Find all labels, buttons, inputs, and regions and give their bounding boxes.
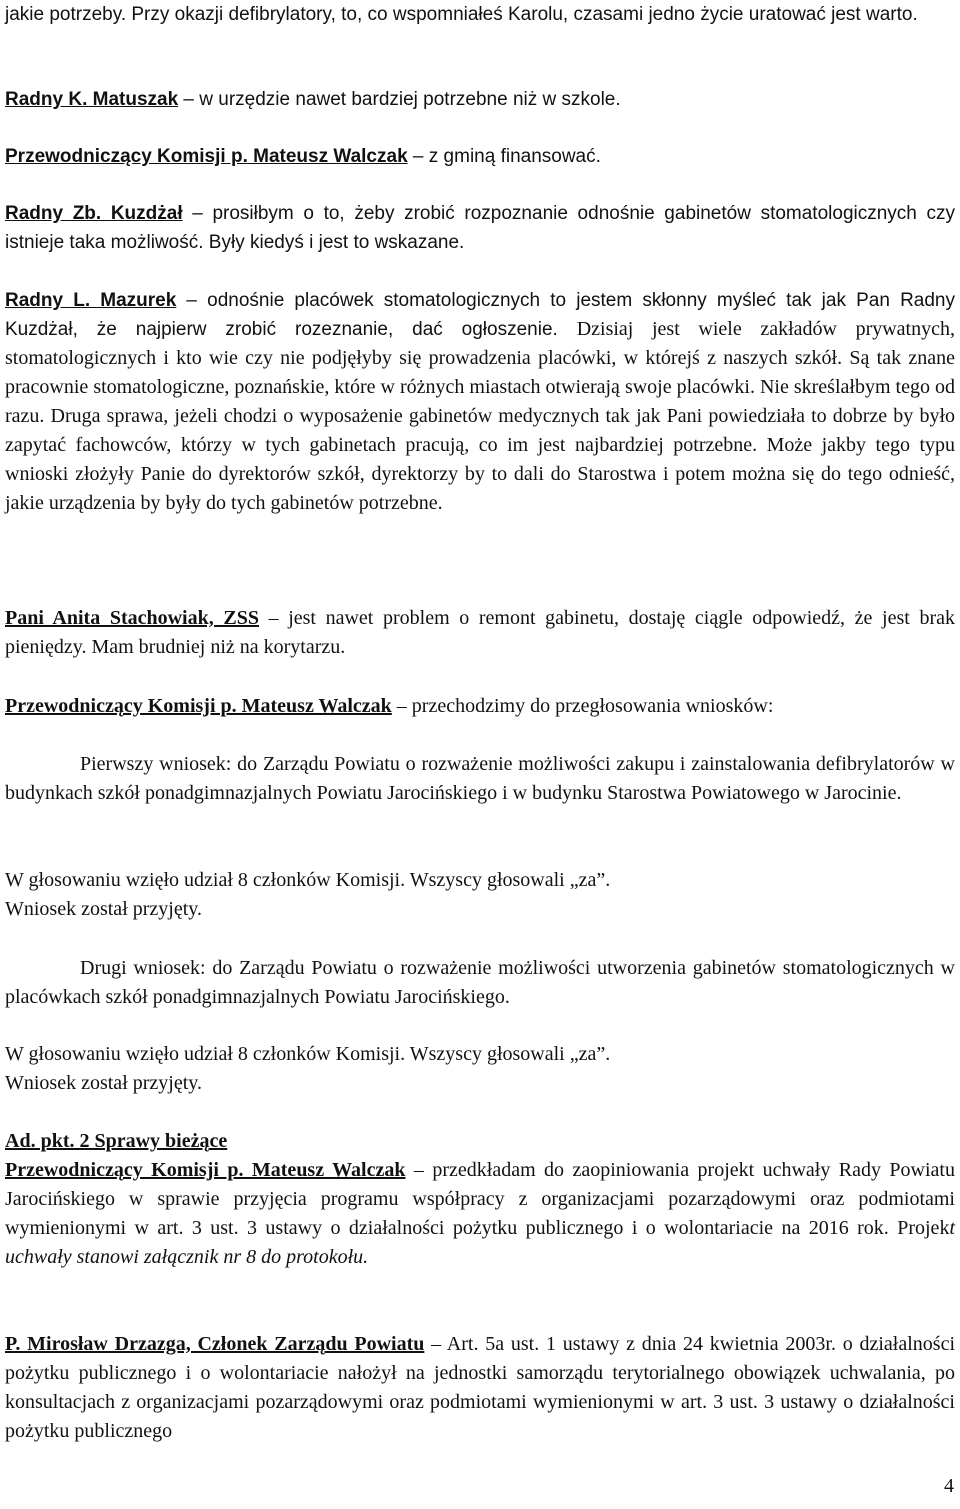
paragraph-text: – Art. 5a ust. 1 ustawy z dnia 24 kwietnia 2003r. o działalności pożytku publicznego i o wolontariacie nałożył na jednostki samorządu terytorialnego obowiązek uchwalania, po konsultacjach z organizacjami pozarządowymi oraz podmiotami wymienionymi w art. 3 ust. 3 ustawy o działalności pożytku publicznego [5, 1333, 955, 1442]
speaker-name: Radny L. Mazurek [5, 290, 177, 311]
motion-text: Drugi wniosek: do Zarządu Powiatu o rozważenie możliwości utworzenia gabinetów stomatologicznych w placówkach szkół ponadgimnazjalnych Powiatu Jarocińskiego. [5, 957, 955, 1008]
paragraph-walczak-3 [5, 1156, 955, 1272]
vote-result-second [5, 1040, 955, 1098]
paragraph-walczak-2 [5, 692, 955, 721]
paragraph-walczak-1 [5, 142, 955, 171]
vote-line: W głosowaniu wzięło udział 8 członków Komisji. Wszyscy głosowali „za”. [5, 869, 611, 891]
motion-second [5, 954, 955, 1012]
section-title: Ad. pkt. 2 Sprawy bieżące [5, 1130, 228, 1152]
paragraph-text: – odnośnie placówek stomatologicznych to jestem skłonny myśleć tak jak Pan Radny Kuzdżał, że najpierw zrobić rozeznanie, dać ogłoszenie. [5, 290, 955, 340]
paragraph-text: – przechodzimy do przegłosowania wniosków: [391, 695, 774, 717]
vote-outcome: Wniosek został przyjęty. [5, 1072, 202, 1094]
speaker-name: Przewodniczący Komisji p. Mateusz Walczak [5, 695, 392, 717]
speaker-name: Przewodniczący Komisji p. Mateusz Walczak [5, 1159, 406, 1181]
speaker-name: Pani Anita Stachowiak, ZSS [5, 607, 259, 629]
paragraph-matuszak [5, 85, 955, 114]
speaker-name: P. Mirosław Drzazga, Członek Zarządu Powiatu [5, 1333, 425, 1355]
speaker-name: Radny Zb. Kuzdżał [5, 203, 183, 224]
paragraph-text: – przedkładam do zaopiniowania projekt uchwały Rady Powiatu Jarocińskiego w sprawie przyjęcia programu współpracy z organizacjami pozarządowymi oraz podmiotami wymienionymi w art. 3 ust. 3 ustawy o działalności pożytku publicznego i o wolontariacie na 2016 rok. Projek [5, 1159, 955, 1239]
paragraph-text-continued: Dzisiaj jest wiele zakładów prywatnych, stomatologicznych i kto wie czy nie podjęłyby się prowadzenia placówki, w którejś z naszych szkół. Są tak znane pracownie stomatologiczne, poznańskie, które w różnych miastach otwierają swoje placówki. Nie skreślałbym tego od razu. Druga sprawa, jeżeli chodzi o wyposażenie gabinetów medycznych tak jak Pani powiedziała to dobrze by było zapytać fachowców, którzy w tych gabinetach pracują, co im jest najbardziej potrzebne. Może jakby tego typu wnioski złożyły Panie do dyrektorów szkół, dyrektorzy by to dali do Starostwa i potem można się do tego odnieść, jakie urządzenia by były do tych gabinetów potrzebne. [5, 318, 955, 514]
paragraph-continuation [5, 0, 955, 29]
page-number: 4 [944, 1475, 954, 1497]
vote-result-first [5, 866, 955, 924]
vote-line: W głosowaniu wzięło udział 8 członków Komisji. Wszyscy głosowali „za”. [5, 1043, 611, 1065]
paragraph-drzazga [5, 1330, 955, 1446]
vote-outcome: Wniosek został przyjęty. [5, 898, 202, 920]
section-heading [5, 1127, 955, 1156]
paragraph-text: – prosiłbym o to, żeby zrobić rozpoznanie odnośnie gabinetów stomatologicznych czy istnieje taka możliwość. Były kiedyś i jest to wskazane. [5, 203, 955, 253]
motion-text: Pierwszy wniosek: do Zarządu Powiatu o rozważenie możliwości zakupu i zainstalowania defibrylatorów w budynkach szkół ponadgimnazjalnych Powiatu Jarocińskiego i w budynku Starostwa Powiatowego w Jarocinie. [5, 753, 955, 804]
paragraph-text: jakie potrzeby. Przy okazji defibrylatory, to, co wspomniałeś Karolu, czasami jedno życie uratować jest warto. [5, 4, 918, 25]
paragraph-mazurek [5, 286, 955, 518]
paragraph-text: – w urzędzie nawet bardziej potrzebne niż w szkole. [178, 89, 621, 110]
paragraph-text: – jest nawet problem o remont gabinetu, dostaję ciągle odpowiedź, że jest brak pieniędzy. Mam brudniej niż na korytarzu. [5, 607, 955, 658]
attachment-note: t uchwały stanowi załącznik nr 8 do protokołu. [5, 1217, 955, 1268]
speaker-name: Radny K. Matuszak [5, 89, 179, 110]
paragraph-kuzdzal [5, 199, 955, 257]
paragraph-text: – z gminą finansować. [407, 146, 601, 167]
motion-first [5, 750, 955, 808]
paragraph-stachowiak [5, 604, 955, 662]
speaker-name: Przewodniczący Komisji p. Mateusz Walczak [5, 146, 408, 167]
